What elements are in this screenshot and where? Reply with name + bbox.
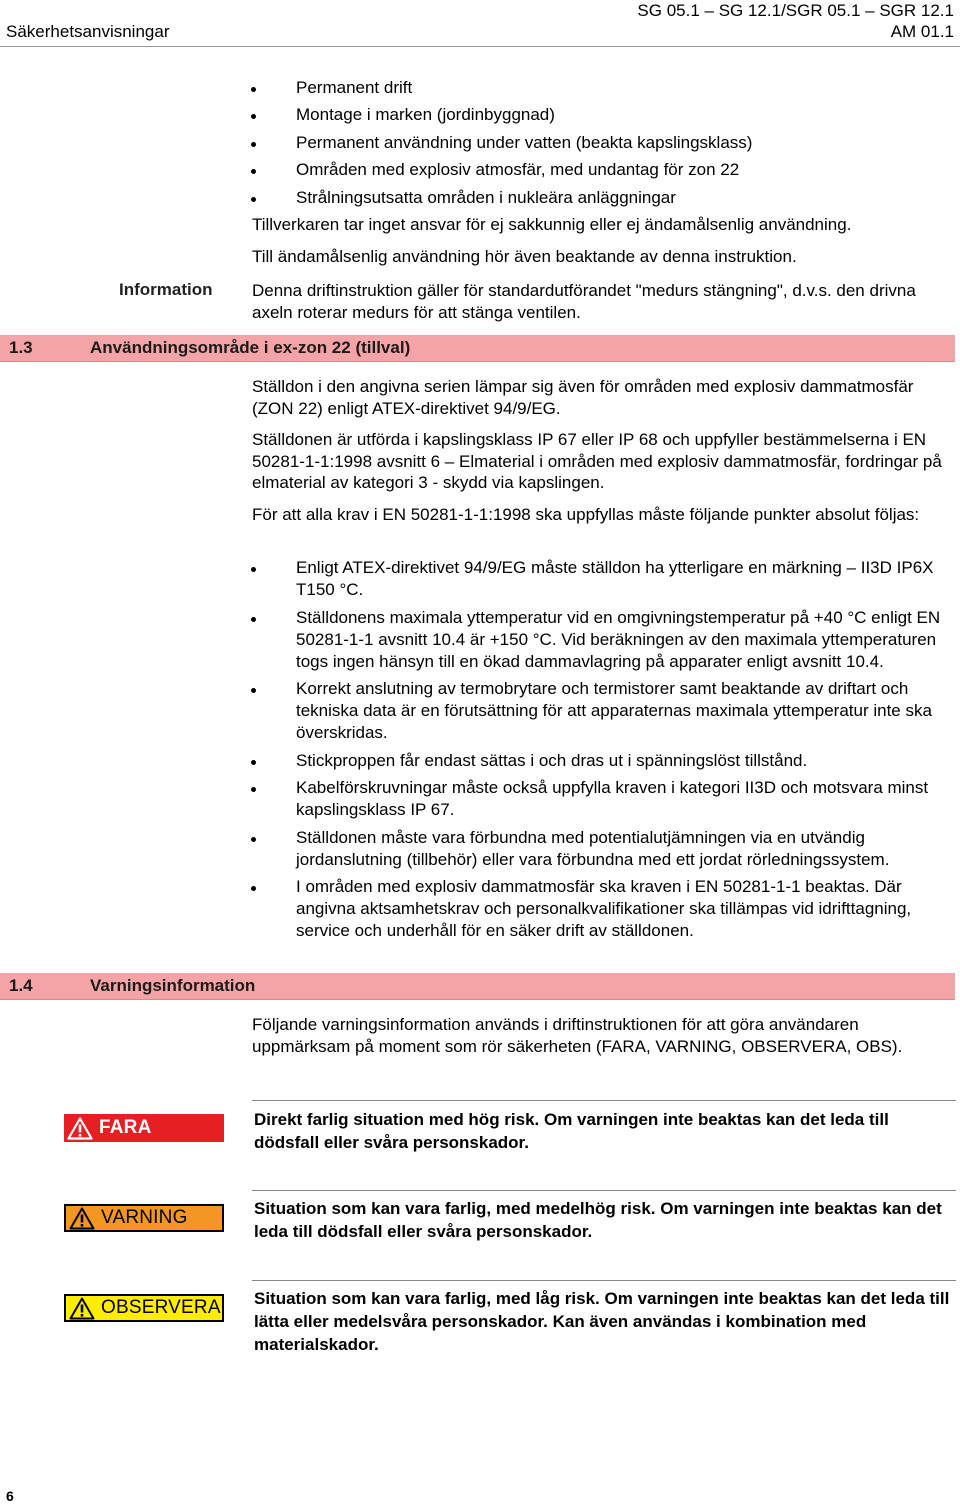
list-item: Permanent drift xyxy=(296,77,946,104)
warning-divider xyxy=(252,1100,956,1101)
list-item: Permanent användning under vatten (beakta kapslingsklass) xyxy=(296,132,946,159)
section-title: Användningsområde i ex-zon 22 (tillval) xyxy=(90,338,411,357)
warning-divider xyxy=(252,1280,956,1281)
header-model-line-1: SG 05.1 – SG 12.1/SGR 05.1 – SGR 12.1 xyxy=(637,1,954,20)
list-item: Ställdonens maximala yttemperatur vid en omgivningstemperatur på +40 °C enligt EN 50281-1-1 avsnitt 10.4 är +150 °C. Vid beräkningen av den maximala yttemperaturen togs ingen hänsyn till en ökad dammavlagring på apparater enligt avsnitt 10.4. xyxy=(296,607,956,673)
paragraph: För att alla krav i EN 50281-1-1:1998 ska uppfyllas måste följande punkter absolut följas: xyxy=(252,505,920,524)
warning-divider xyxy=(252,1190,956,1191)
list-item: Kabelförskruvningar måste också uppfylla kraven i kategori II3D och motsvara minst kapslingsklass IP 67. xyxy=(296,777,956,821)
liability-paragraph: Tillverkaren tar inget ansvar för ej sakkunnig eller ej ändamålsenlig användning. xyxy=(252,215,852,234)
page-number: 6 xyxy=(6,1488,14,1504)
list-item: Ställdonen måste vara förbundna med potentialutjämningen via en utvändig jordanslutning (tillbehör) eller vara förbundna med ett jordat rörledningssystem. xyxy=(296,827,956,871)
ex-requirements-list xyxy=(296,557,956,948)
information-text: Denna driftinstruktion gäller för standardutförandet "medurs stängning", d.v.s. den drivna axeln roterar medurs för att stänga ventilen. xyxy=(252,281,916,322)
signal-word-warning xyxy=(64,1204,224,1232)
warning-description: Situation som kan vara farlig, med medelhög risk. Om varningen inte beaktas kan det leda till dödsfall eller svåra personskador. xyxy=(254,1199,942,1241)
header-model-line-2: AM 01.1 xyxy=(890,22,954,41)
list-item: Områden med explosiv atmosfär, med undantag för zon 22 xyxy=(296,159,946,186)
warning-triangle-icon xyxy=(69,1207,95,1230)
list-item: I områden med explosiv dammatmosfär ska kraven i EN 50281-1-1 beaktas. Där angivna aktsamhetskrav och personalkvalifikationer ska tillämpas vid idrifttagning, service och underhåll för en säker drift av ställdonen. xyxy=(296,876,956,942)
warning-triangle-icon xyxy=(67,1117,93,1140)
header-title: Säkerhetsanvisningar xyxy=(6,22,170,41)
information-label: Information xyxy=(119,280,213,299)
restricted-use-list xyxy=(296,77,946,214)
signal-word-label: FARA xyxy=(99,1117,152,1138)
section-heading-1-3 xyxy=(0,335,955,362)
intended-use-paragraph: Till ändamålsenlig användning hör även beaktande av denna instruktion. xyxy=(252,247,797,266)
signal-word-danger xyxy=(64,1114,224,1142)
signal-word-label: VARNING xyxy=(101,1207,188,1228)
list-item: Strålningsutsatta områden i nukleära anläggningar xyxy=(296,187,946,214)
list-item: Stickproppen får endast sättas i och dras ut i spänningslöst tillstånd. xyxy=(296,750,956,772)
signal-word-caution xyxy=(64,1294,224,1322)
warning-description: Direkt farlig situation med hög risk. Om varningen inte beaktas kan det leda till dödsfall eller svåra personskador. xyxy=(254,1110,889,1152)
paragraph: Ställdonen är utförda i kapslingsklass IP 67 eller IP 68 och uppfyller bestämmelserna i EN 50281-1-1:1998 avsnitt 6 – Elmaterial i områden med explosiv dammatmosfär, fordringar på elmaterial av kategori 3 - skydd via kapslingen. xyxy=(252,430,942,492)
warning-intro-paragraph: Följande varningsinformation används i driftinstruktionen för att göra användaren uppmärksam på moment som rör säkerheten (FARA, VARNING, OBSERVERA, OBS). xyxy=(252,1015,903,1056)
paragraph: Ställdon i den angivna serien lämpar sig även för områden med explosiv dammatmosfär (ZON 22) enligt ATEX-direktivet 94/9/EG. xyxy=(252,377,914,418)
header-model-info xyxy=(594,0,954,42)
header-divider xyxy=(0,46,960,47)
section-number: 1.4 xyxy=(9,976,33,995)
signal-word-label: OBSERVERA xyxy=(101,1297,221,1318)
list-item: Korrekt anslutning av termobrytare och termistorer samt beaktande av driftart och tekniska data är en förutsättning för att apparaternas maximala yttemperatur inte ska överskridas. xyxy=(296,678,956,744)
list-item: Enligt ATEX-direktivet 94/9/EG måste ställdon ha ytterligare en märkning – II3D IP6X T150 °C. xyxy=(296,557,956,601)
warning-description: Situation som kan vara farlig, med låg risk. Om varningen inte beaktas kan det leda till lätta eller medelsvåra personskador. Kan även användas i kombination med materialskador. xyxy=(254,1289,950,1354)
section-number: 1.3 xyxy=(9,338,33,357)
list-item: Montage i marken (jordinbyggnad) xyxy=(296,104,946,131)
section-title: Varningsinformation xyxy=(90,976,256,995)
section-heading-1-4 xyxy=(0,973,955,1000)
warning-triangle-icon xyxy=(69,1297,95,1320)
